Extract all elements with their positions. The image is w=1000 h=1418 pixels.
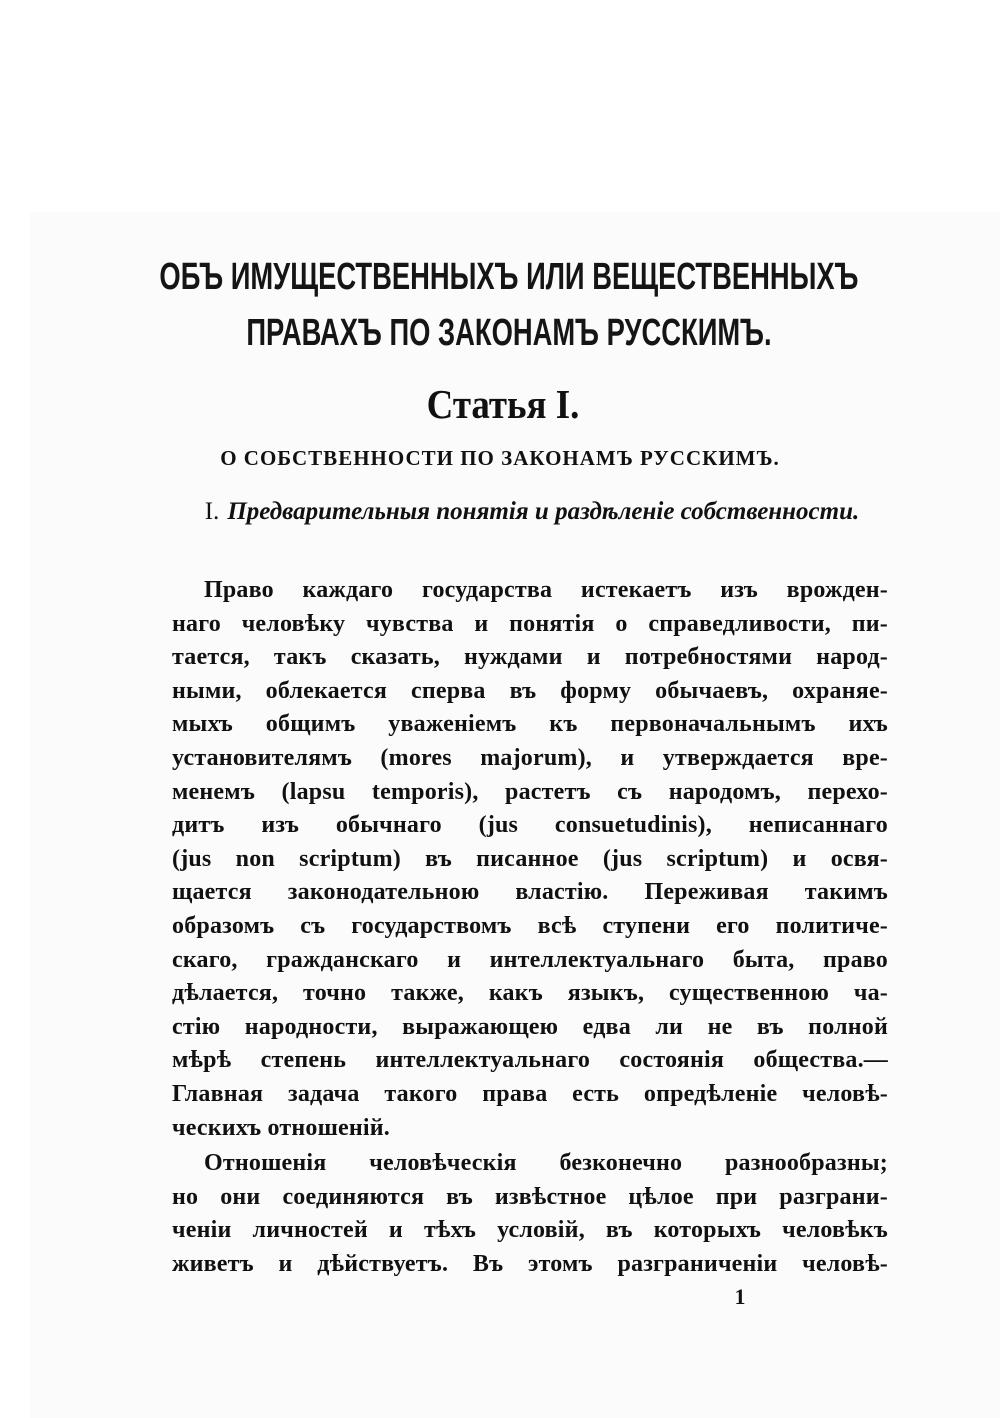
text-line: щается законодательною властію. Переживая такимъ [172, 879, 888, 906]
title-line-2: ПРАВАХЪ ПО ЗАКОНАМЪ РУССКИМЪ. [246, 312, 772, 354]
section-number: I. [204, 498, 220, 525]
text-line: Главная задача такого права есть опредѣленіе человѣ- [172, 1080, 888, 1107]
text-line: Право каждаго государства истекаетъ изъ врожден- [204, 577, 888, 603]
text-line: образомъ съ государствомъ всѣ ступени его политиче- [172, 912, 888, 939]
text-line: ченіи личностей и тѣхъ условій, въ которыхъ человѣкъ [172, 1217, 888, 1244]
text-line: но они соединяются въ извѣстное цѣлое при разграни- [172, 1183, 888, 1210]
text-line: живетъ и дѣйствуетъ. Въ этомъ разграниченіи человѣ- [172, 1250, 888, 1277]
text-line: наго человѣку чувства и понятія о справедливости, пи- [172, 610, 888, 637]
section-subtitle: О СОБСТВЕННОСТИ ПО ЗАКОНАМЪ РУССКИМЪ. [220, 446, 780, 470]
article-heading: Статья I. [426, 381, 580, 427]
section-title-text: Предварительныя понятія и раздѣленіе собственности. [227, 498, 860, 525]
text-line: дитъ изъ обычнаго (jus consuetudinis), неписаннаго [172, 812, 888, 839]
title-line-1: ОБЪ ИМУЩЕСТВЕННЫХЪ ИЛИ ВЕЩЕСТВЕННЫХЪ [159, 256, 859, 298]
signature-mark: 1 [734, 1284, 746, 1309]
text-line: Отношенія человѣческія безконечно разнообразны; [204, 1150, 888, 1176]
text-line: (jus non scriptum) въ писанное (jus scriptum) и освя- [172, 845, 888, 872]
text-line: установителямъ (mores majorum), и утверждается вре- [172, 744, 888, 771]
text-line: скаго, гражданскаго и интеллектуальнаго быта, право [172, 946, 888, 973]
body-paragraph-1 [172, 574, 888, 1145]
text-line: дѣлается, точно также, какъ языкъ, существенною ча- [172, 980, 888, 1007]
text-line: ными, облекается сперва въ форму обычаевъ, охраняе- [172, 677, 888, 704]
text-line: мѣрѣ степень интеллектуальнаго состоянія общества.— [172, 1047, 888, 1074]
text-line: стію народности, выражающею едва ли не въ полной [172, 1013, 888, 1040]
text-line: ческихъ отношеній. [172, 1114, 391, 1141]
body-paragraph-2 [172, 1147, 888, 1281]
section-title [174, 494, 890, 530]
text-line: мыхъ общимъ уваженіемъ къ первоначальнымъ ихъ [172, 711, 888, 738]
text-line: менемъ (lapsu temporis), растетъ съ народомъ, перехо- [172, 778, 888, 805]
text-line: тается, такъ сказать, нуждами и потребностями народ- [172, 644, 888, 671]
